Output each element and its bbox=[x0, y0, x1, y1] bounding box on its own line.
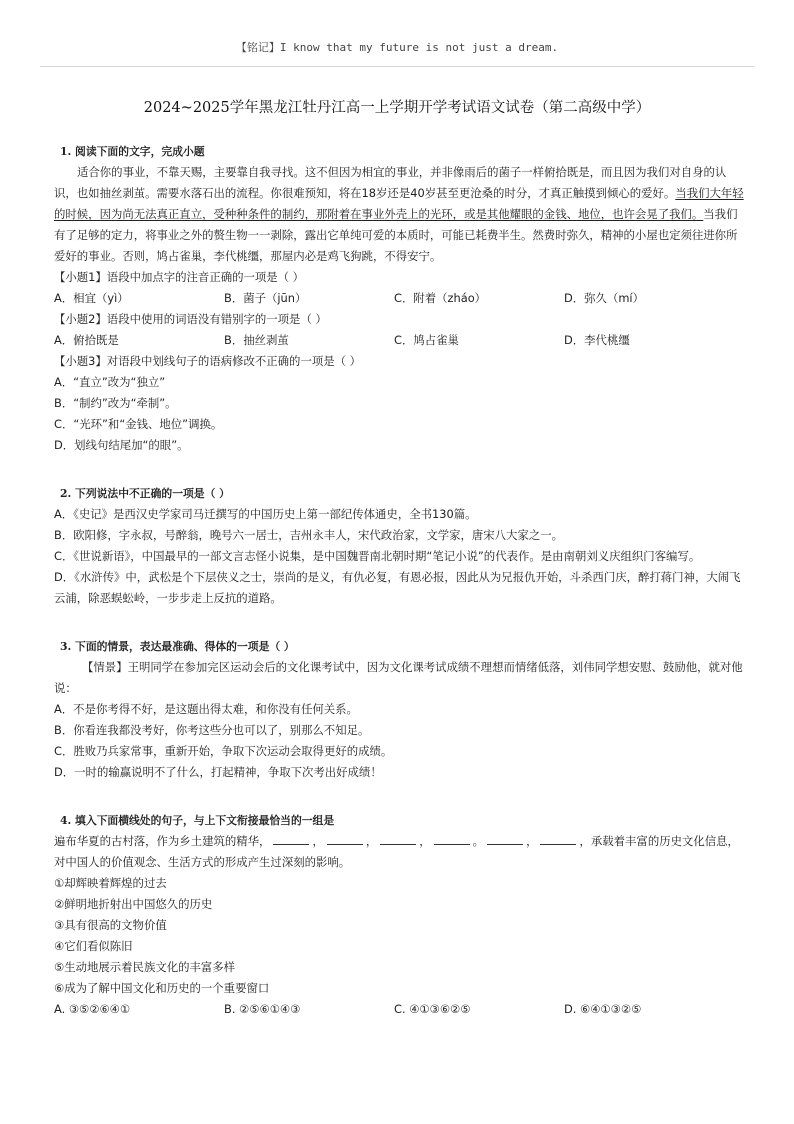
question-3-context: 【情景】王明同学在参加完区运动会后的文化课考试中，因为文化课考试成绩不理想而情绪低落，刘伟同学想安慰、鼓励他，就对他说： bbox=[54, 660, 743, 695]
option-c[interactable]: C. ④①③⑥②⑤ bbox=[394, 1002, 471, 1016]
option-a[interactable]: A．俯拾既是 bbox=[54, 333, 119, 347]
header-divider bbox=[40, 66, 754, 67]
passage-text-a: 适合你的事业，不靠天赐，主要靠自我寻找。这不但因为相宜的事业，并非像雨后的菌子一样俯拾既是，而且因为我们对自身的认识，也如抽丝剥茧。需要水落石出的流程。你很难预知，将在18岁还是40岁甚至更沧桑的时分，才真正触摸到倾心的爱好。 bbox=[54, 165, 727, 200]
option-d[interactable]: D．划线句结尾加“的眼”。 bbox=[54, 438, 189, 452]
sub-question-2-options bbox=[54, 330, 744, 351]
question-4-stem: 遍布华夏的古村落，作为乡土建筑的精华， ， ， ， 。 ， ，承载着丰富的历史文化信息，对中国人的价值观念、生活方式的形成产生过深刻的影响。 bbox=[54, 834, 739, 869]
option-b[interactable]: B．菌子（jūn） bbox=[224, 291, 307, 305]
option-c[interactable]: C．鸠占雀巢 bbox=[394, 333, 459, 347]
sentence-item: ⑤生动地展示着民族文化的丰富多样 bbox=[54, 960, 236, 974]
sentence-item: ①却辉映着辉煌的过去 bbox=[54, 876, 167, 890]
sentence-item: ③具有很高的文物价值 bbox=[54, 918, 167, 932]
sentence-item: ⑥成为了解中国文化和历史的一个重要窗口 bbox=[54, 981, 270, 995]
stem-end: ，承载着丰富的历史文化信息，对中国人的价值观念、生活方式的形成产生过深刻的影响。 bbox=[54, 834, 739, 869]
stem-start: 遍布华夏的古村落，作为乡土建筑的精华， bbox=[54, 834, 271, 848]
question-4-title: 4. 填入下面横线处的句子，与上下文衔接最恰当的一组是 bbox=[60, 814, 335, 827]
sub-question-1-stem: 【小题1】语段中加点字的注音正确的一项是（ ） bbox=[54, 270, 305, 284]
passage-underlined-sentence: 当我们大年轻的时候，因为尚无法真正直立，受种种条件的制约，那附着在事业外壳上的光环，或是其他耀眼的金钱、地位，也许会晃了我们。 bbox=[54, 186, 744, 221]
fill-blank[interactable] bbox=[434, 832, 470, 845]
option-a[interactable]: A．不是你考得不好，是这题出得太难，和你没有任何关系。 bbox=[54, 702, 358, 716]
sub-question-2-stem: 【小题2】语段中使用的词语没有错别字的一项是（ ） bbox=[54, 312, 327, 326]
sub-question-1-options bbox=[54, 288, 744, 309]
option-c[interactable]: C．“光环”和“金钱、地位”调换。 bbox=[54, 417, 223, 431]
option-d[interactable]: D．一时的输赢说明不了什么，打起精神，争取下次考出好成绩！ bbox=[54, 765, 382, 779]
option-a[interactable]: A．相宜（yì） bbox=[54, 291, 129, 305]
option-b[interactable]: B. ②⑤⑥①④③ bbox=[224, 1002, 301, 1016]
question-2-title: 2. 下列说法中不正确的一项是（ ） bbox=[60, 487, 230, 500]
fill-blank[interactable] bbox=[380, 832, 416, 845]
option-c[interactable]: C．《世说新语》，中国最早的一部文言志怪小说集，是中国魏晋南北朝时期“笔记小说”的代表作。是由南朝刘义庆组织门客编写。 bbox=[54, 549, 701, 563]
option-a[interactable]: A．《史记》是西汉史学家司马迁撰写的中国历史上第一部纪传体通史，全书130篇。 bbox=[54, 507, 477, 521]
option-d[interactable]: D. ⑥④①③②⑤ bbox=[564, 1002, 642, 1016]
option-a[interactable]: A. ③⑤②⑥④① bbox=[54, 1002, 131, 1016]
option-d[interactable]: D．弥久（mí） bbox=[564, 291, 644, 305]
fill-blank[interactable] bbox=[327, 832, 363, 845]
question-1-passage bbox=[54, 162, 744, 267]
fill-blank[interactable] bbox=[273, 832, 309, 845]
option-a[interactable]: A．“直立”改为“独立” bbox=[54, 375, 166, 389]
fill-blank[interactable] bbox=[487, 832, 523, 845]
exam-content bbox=[54, 141, 744, 1020]
option-d[interactable]: D．李代桃缰 bbox=[564, 333, 630, 347]
option-c[interactable]: C．胜败乃兵家常事，重新开始，争取下次运动会取得更好的成绩。 bbox=[54, 744, 393, 758]
fill-blank[interactable] bbox=[540, 832, 576, 845]
option-c[interactable]: C．附着（zháo） bbox=[394, 291, 487, 305]
page-header-motto: 【铭记】I know that my future is not just a dream. bbox=[235, 41, 559, 54]
option-d[interactable]: D．《水浒传》中，武松是个下层侠义之士，崇尚的是义，有仇必复，有恩必报，因此从为兄报仇开始，斗杀西门庆，醉打蒋门神，大闹飞云浦，除恶蜈蚣岭，一步步走上反抗的道路。 bbox=[54, 570, 741, 605]
option-b[interactable]: B．抽丝剥茧 bbox=[224, 333, 289, 347]
passage-text-b: 当我们有了足够的定力，将事业之外的赘生物一一剥除，露出它单纯可爱的本质时，可能已耗费半生。然费时弥久，精神的小屋也定须往进你所爱好的事业。否则，鸠占雀巢，李代桃缰，那屋内必是鸡飞狗跳，不得安宁。 bbox=[54, 207, 738, 263]
option-b[interactable]: B．“制约”改为“牵制”。 bbox=[54, 396, 177, 410]
sentence-item: ④它们看似陈旧 bbox=[54, 939, 133, 953]
option-b[interactable]: B．欧阳修，字永叔，号醉翁，晚号六一居士，吉州永丰人，宋代政治家，文学家，唐宋八大家之一。 bbox=[54, 528, 564, 542]
question-1-title: 1. 阅读下面的文字，完成小题 bbox=[60, 145, 205, 158]
sentence-item: ②鲜明地折射出中国悠久的历史 bbox=[54, 897, 213, 911]
option-b[interactable]: B．你看连我都没考好，你考这些分也可以了，别那么不知足。 bbox=[54, 723, 370, 737]
exam-title: 2024~2025学年黑龙江牡丹江高一上学期开学考试语文试卷（第二高级中学） bbox=[143, 100, 651, 116]
question-4-options bbox=[54, 999, 744, 1020]
sub-question-3-stem: 【小题3】对语段中划线句子的语病修改不正确的一项是（ ） bbox=[54, 354, 362, 368]
question-3-title: 3. 下面的情景，表达最准确、得体的一项是（ ） bbox=[60, 640, 295, 653]
